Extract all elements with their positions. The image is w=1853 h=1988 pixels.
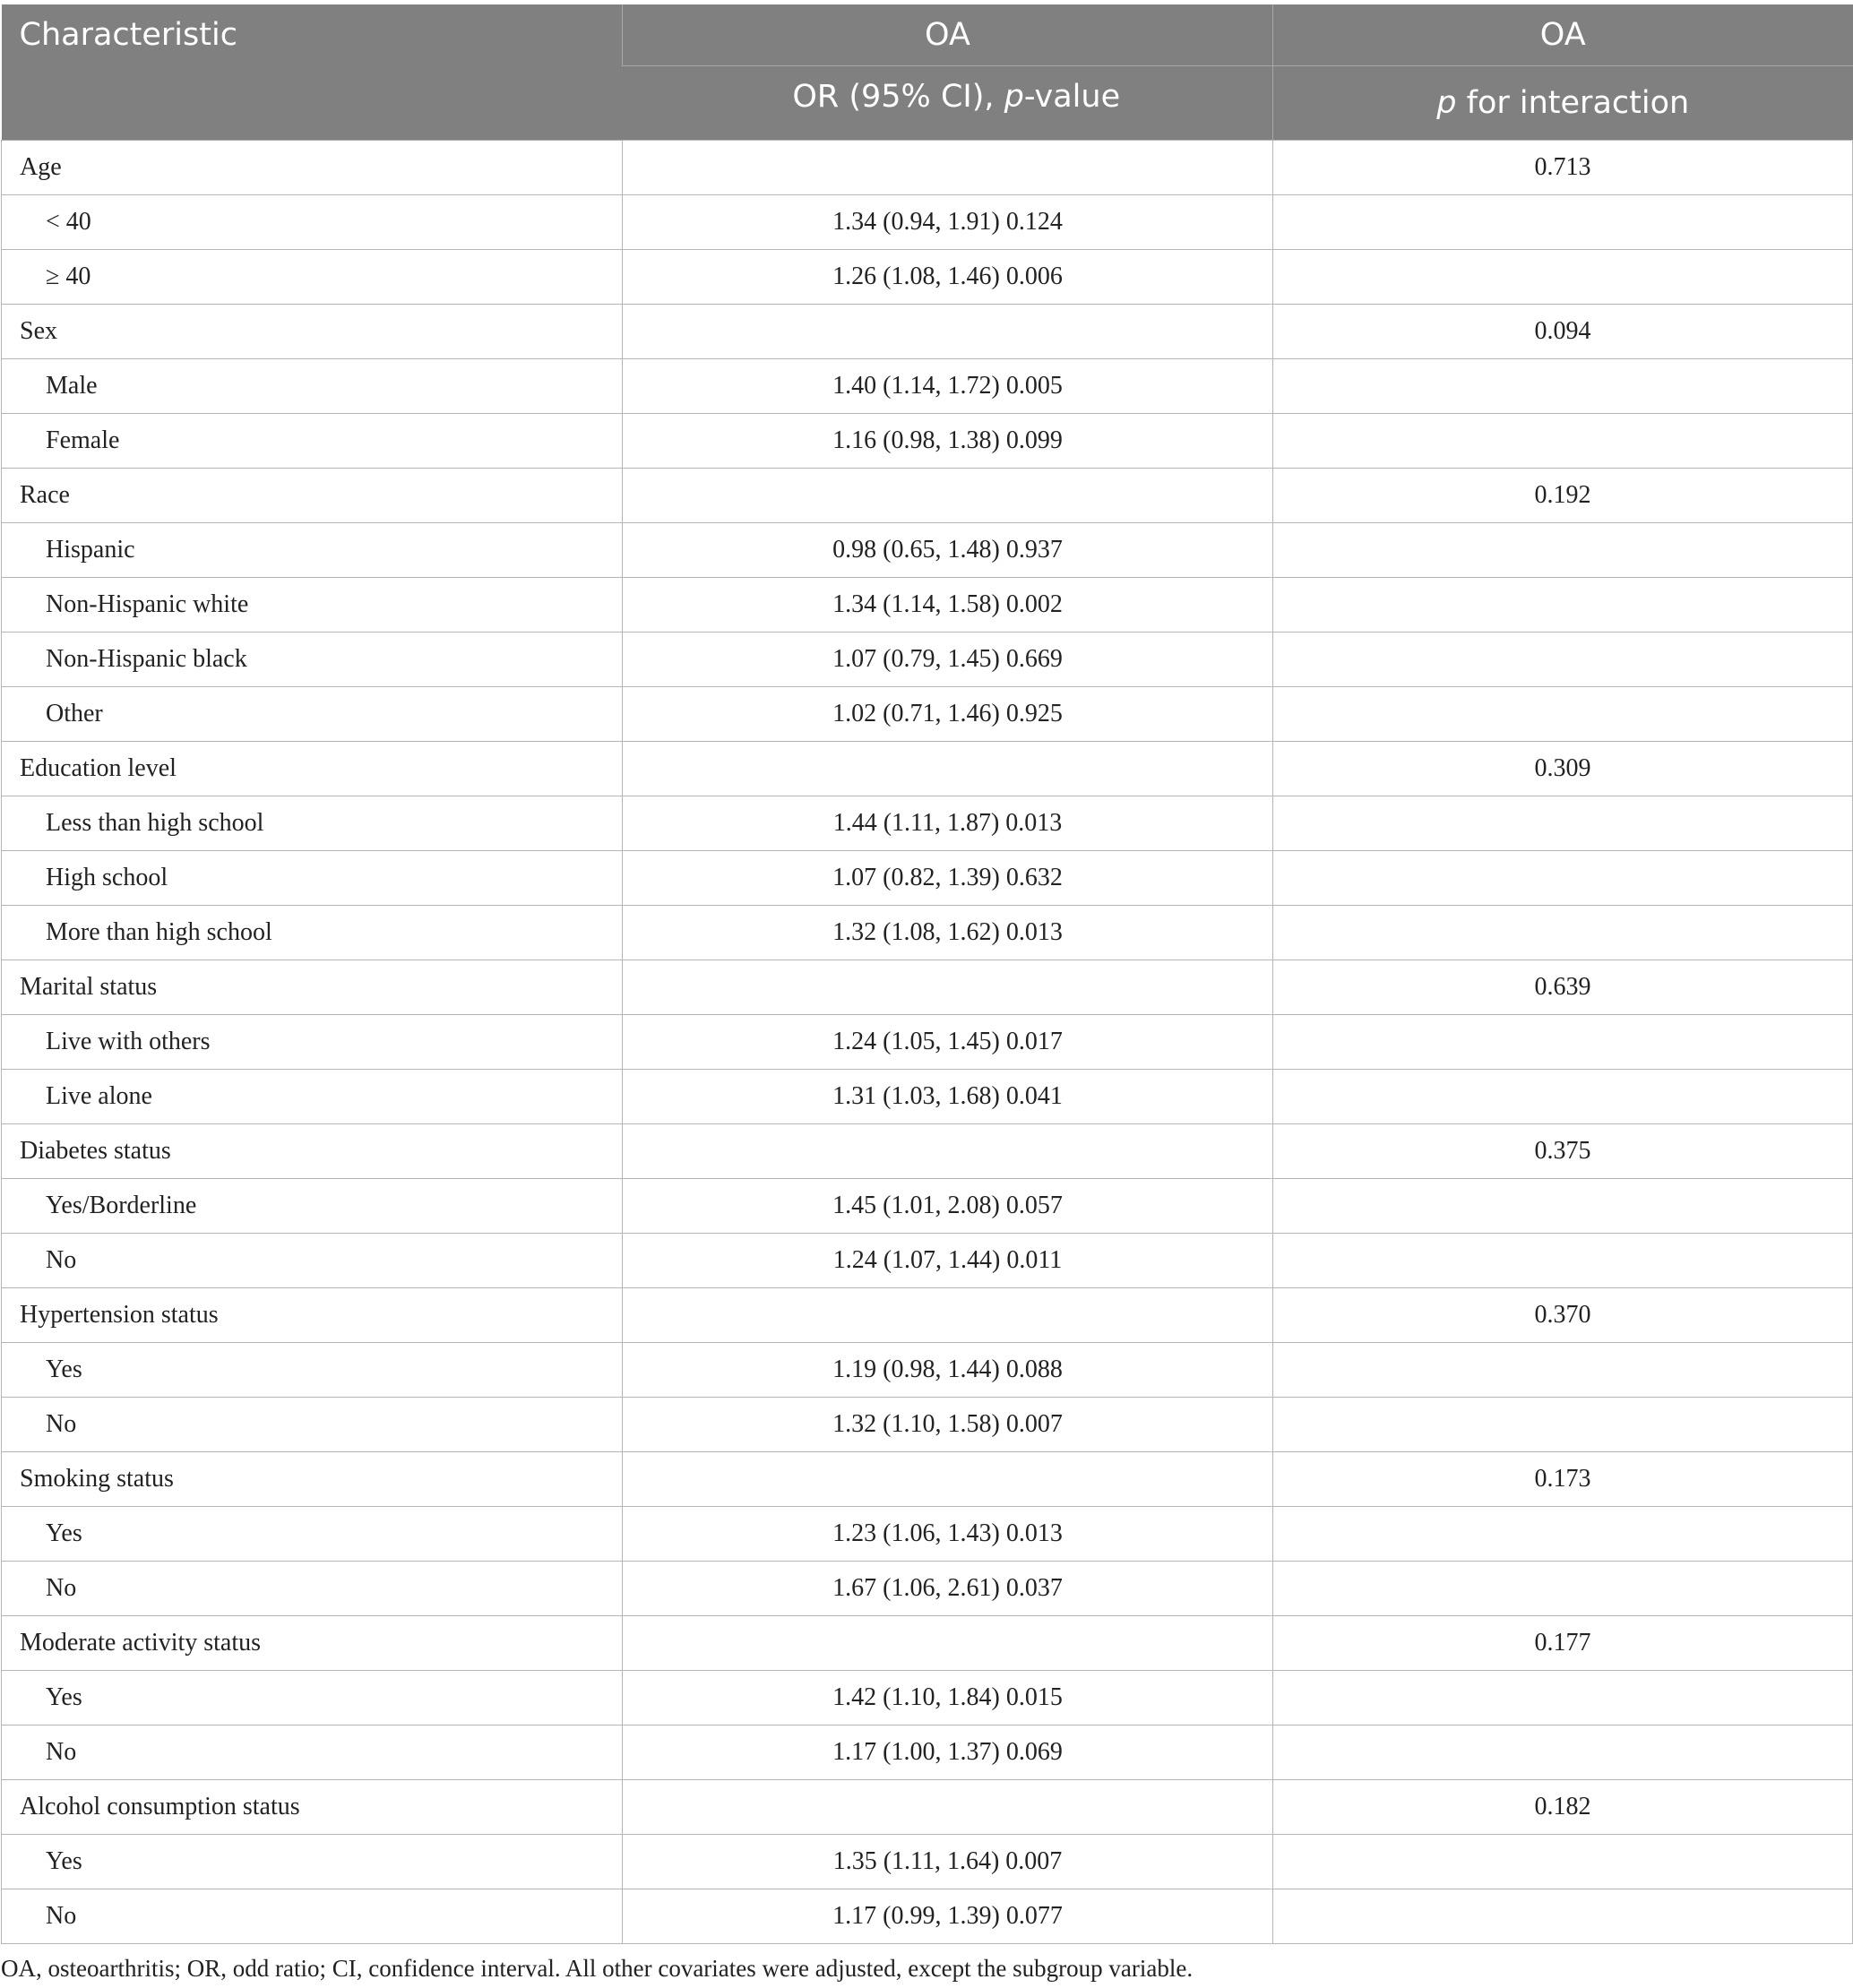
group-label: Moderate activity status [2, 1616, 623, 1671]
subgroup-label: ≥ 40 [2, 250, 623, 305]
or-ci-pvalue-cell: 1.07 (0.82, 1.39) 0.632 [623, 851, 1273, 906]
or-ci-pvalue-cell: 1.17 (0.99, 1.39) 0.077 [623, 1889, 1273, 1944]
p-interaction-cell [1273, 1343, 1853, 1398]
or-ci-pvalue-cell: 1.67 (1.06, 2.61) 0.037 [623, 1562, 1273, 1616]
p-interaction-cell [1273, 906, 1853, 960]
p-interaction-cell [1273, 1835, 1853, 1889]
or-ci-pvalue-cell [623, 1124, 1273, 1179]
table-row [2, 578, 1853, 633]
table-row [2, 1507, 1853, 1562]
table-row [2, 305, 1853, 359]
group-label: Alcohol consumption status [2, 1780, 623, 1835]
group-label: Education level [2, 742, 623, 796]
or-ci-pvalue-cell: 1.44 (1.11, 1.87) 0.013 [623, 796, 1273, 851]
or-ci-pvalue-cell [623, 1616, 1273, 1671]
p-interaction-cell [1273, 578, 1853, 633]
table-row [2, 742, 1853, 796]
subgroup-analysis-table [1, 4, 1853, 1944]
or-ci-pvalue-cell: 1.23 (1.06, 1.43) 0.013 [623, 1507, 1273, 1562]
table-row [2, 359, 1853, 414]
table-row [2, 195, 1853, 250]
table-row [2, 1452, 1853, 1507]
header-p-italic: p [1004, 79, 1024, 115]
p-interaction-cell [1273, 1671, 1853, 1726]
table-row [2, 1671, 1853, 1726]
p-interaction-cell: 0.713 [1273, 141, 1853, 195]
p-interaction-cell [1273, 195, 1853, 250]
subgroup-label: No [2, 1234, 623, 1288]
table-footnote: OA, osteoarthritis; OR, odd ratio; CI, confidence interval. All other covariates were adjusted, except the subgroup variable. [1, 1955, 1194, 1982]
or-ci-pvalue-cell: 1.34 (0.94, 1.91) 0.124 [623, 195, 1273, 250]
or-ci-pvalue-cell: 1.16 (0.98, 1.38) 0.099 [623, 414, 1273, 469]
or-ci-pvalue-cell: 1.26 (1.08, 1.46) 0.006 [623, 250, 1273, 305]
p-interaction-cell: 0.370 [1273, 1288, 1853, 1343]
table-row [2, 1398, 1853, 1452]
table-row [2, 250, 1853, 305]
p-interaction-cell: 0.375 [1273, 1124, 1853, 1179]
group-label: Smoking status [2, 1452, 623, 1507]
table-row [2, 141, 1853, 195]
table-row [2, 1179, 1853, 1234]
subgroup-label: Yes [2, 1343, 623, 1398]
table-row [2, 1288, 1853, 1343]
p-interaction-cell [1273, 414, 1853, 469]
or-ci-pvalue-cell [623, 960, 1273, 1015]
table-row [2, 796, 1853, 851]
subgroup-label: Yes [2, 1507, 623, 1562]
or-ci-pvalue-cell [623, 1452, 1273, 1507]
or-ci-pvalue-cell: 1.42 (1.10, 1.84) 0.015 [623, 1671, 1273, 1726]
table-row [2, 523, 1853, 578]
or-ci-pvalue-cell [623, 469, 1273, 523]
p-interaction-cell [1273, 1179, 1853, 1234]
header-oa-interaction: OA [1273, 4, 1853, 66]
p-interaction-cell: 0.309 [1273, 742, 1853, 796]
p-interaction-cell [1273, 359, 1853, 414]
subgroup-label: Yes [2, 1671, 623, 1726]
table-row [2, 633, 1853, 687]
or-ci-pvalue-cell [623, 1780, 1273, 1835]
or-ci-pvalue-cell: 1.02 (0.71, 1.46) 0.925 [623, 687, 1273, 742]
header-p-italic-2: p [1436, 85, 1457, 121]
or-ci-pvalue-cell: 1.07 (0.79, 1.45) 0.669 [623, 633, 1273, 687]
or-ci-pvalue-cell [623, 1288, 1273, 1343]
table-row [2, 1616, 1853, 1671]
or-ci-pvalue-cell [623, 305, 1273, 359]
p-interaction-cell [1273, 1562, 1853, 1616]
table-row [2, 1562, 1853, 1616]
header-oa-or: OA [623, 4, 1273, 66]
p-interaction-cell [1273, 250, 1853, 305]
table-row [2, 1889, 1853, 1944]
subgroup-label: Live with others [2, 1015, 623, 1070]
table-row [2, 1124, 1853, 1179]
table-row [2, 1726, 1853, 1780]
subgroup-label: No [2, 1889, 623, 1944]
or-ci-pvalue-cell: 1.32 (1.10, 1.58) 0.007 [623, 1398, 1273, 1452]
header-or-ci-pvalue [623, 66, 1273, 141]
or-ci-pvalue-cell: 1.24 (1.05, 1.45) 0.017 [623, 1015, 1273, 1070]
p-interaction-cell: 0.182 [1273, 1780, 1853, 1835]
table-row [2, 414, 1853, 469]
or-ci-pvalue-cell: 1.35 (1.11, 1.64) 0.007 [623, 1835, 1273, 1889]
table-row [2, 1234, 1853, 1288]
p-interaction-cell [1273, 1398, 1853, 1452]
p-interaction-cell: 0.094 [1273, 305, 1853, 359]
p-interaction-cell [1273, 1726, 1853, 1780]
or-ci-pvalue-cell: 1.31 (1.03, 1.68) 0.041 [623, 1070, 1273, 1124]
header-p-interaction [1273, 66, 1853, 141]
p-interaction-cell [1273, 1234, 1853, 1288]
or-ci-pvalue-cell: 1.17 (1.00, 1.37) 0.069 [623, 1726, 1273, 1780]
group-label: Hypertension status [2, 1288, 623, 1343]
header-or-ci-label: OR (95% CI), [792, 79, 1004, 115]
subgroup-label: < 40 [2, 195, 623, 250]
group-label: Diabetes status [2, 1124, 623, 1179]
or-ci-pvalue-cell: 0.98 (0.65, 1.48) 0.937 [623, 523, 1273, 578]
group-label: Sex [2, 305, 623, 359]
or-ci-pvalue-cell [623, 141, 1273, 195]
group-label: Age [2, 141, 623, 195]
group-label: Race [2, 469, 623, 523]
p-interaction-cell [1273, 523, 1853, 578]
table-row [2, 1015, 1853, 1070]
subgroup-label: Female [2, 414, 623, 469]
or-ci-pvalue-cell: 1.24 (1.07, 1.44) 0.011 [623, 1234, 1273, 1288]
subgroup-label: Yes [2, 1835, 623, 1889]
subgroup-label: Less than high school [2, 796, 623, 851]
table-container [0, 4, 1853, 1983]
subgroup-label: Yes/Borderline [2, 1179, 623, 1234]
subgroup-label: Live alone [2, 1070, 623, 1124]
subgroup-label: No [2, 1726, 623, 1780]
or-ci-pvalue-cell: 1.19 (0.98, 1.44) 0.088 [623, 1343, 1273, 1398]
table-row [2, 1343, 1853, 1398]
p-interaction-cell [1273, 633, 1853, 687]
subgroup-label: No [2, 1398, 623, 1452]
group-label: Marital status [2, 960, 623, 1015]
table-row [2, 1070, 1853, 1124]
p-interaction-cell [1273, 1889, 1853, 1944]
or-ci-pvalue-cell: 1.34 (1.14, 1.58) 0.002 [623, 578, 1273, 633]
table-row [2, 960, 1853, 1015]
subgroup-label: Non-Hispanic black [2, 633, 623, 687]
table-row [2, 687, 1853, 742]
subgroup-label: Other [2, 687, 623, 742]
p-interaction-cell [1273, 687, 1853, 742]
subgroup-label: High school [2, 851, 623, 906]
table-header [2, 4, 1853, 141]
p-interaction-cell: 0.177 [1273, 1616, 1853, 1671]
table-row [2, 851, 1853, 906]
table-body [2, 141, 1853, 1944]
subgroup-label: No [2, 1562, 623, 1616]
header-value-suffix: -value [1023, 79, 1121, 115]
p-interaction-cell: 0.173 [1273, 1452, 1853, 1507]
or-ci-pvalue-cell: 1.32 (1.08, 1.62) 0.013 [623, 906, 1273, 960]
p-interaction-cell [1273, 1070, 1853, 1124]
header-characteristic: Characteristic [2, 4, 623, 141]
header-interaction-suffix: for interaction [1456, 85, 1690, 121]
table-row [2, 1835, 1853, 1889]
p-interaction-cell [1273, 1015, 1853, 1070]
subgroup-label: Non-Hispanic white [2, 578, 623, 633]
p-interaction-cell [1273, 796, 1853, 851]
or-ci-pvalue-cell: 1.45 (1.01, 2.08) 0.057 [623, 1179, 1273, 1234]
p-interaction-cell: 0.192 [1273, 469, 1853, 523]
p-interaction-cell [1273, 851, 1853, 906]
table-row [2, 906, 1853, 960]
subgroup-label: Hispanic [2, 523, 623, 578]
table-row [2, 469, 1853, 523]
subgroup-label: Male [2, 359, 623, 414]
or-ci-pvalue-cell: 1.40 (1.14, 1.72) 0.005 [623, 359, 1273, 414]
subgroup-label: More than high school [2, 906, 623, 960]
p-interaction-cell: 0.639 [1273, 960, 1853, 1015]
or-ci-pvalue-cell [623, 742, 1273, 796]
p-interaction-cell [1273, 1507, 1853, 1562]
table-row [2, 1780, 1853, 1835]
